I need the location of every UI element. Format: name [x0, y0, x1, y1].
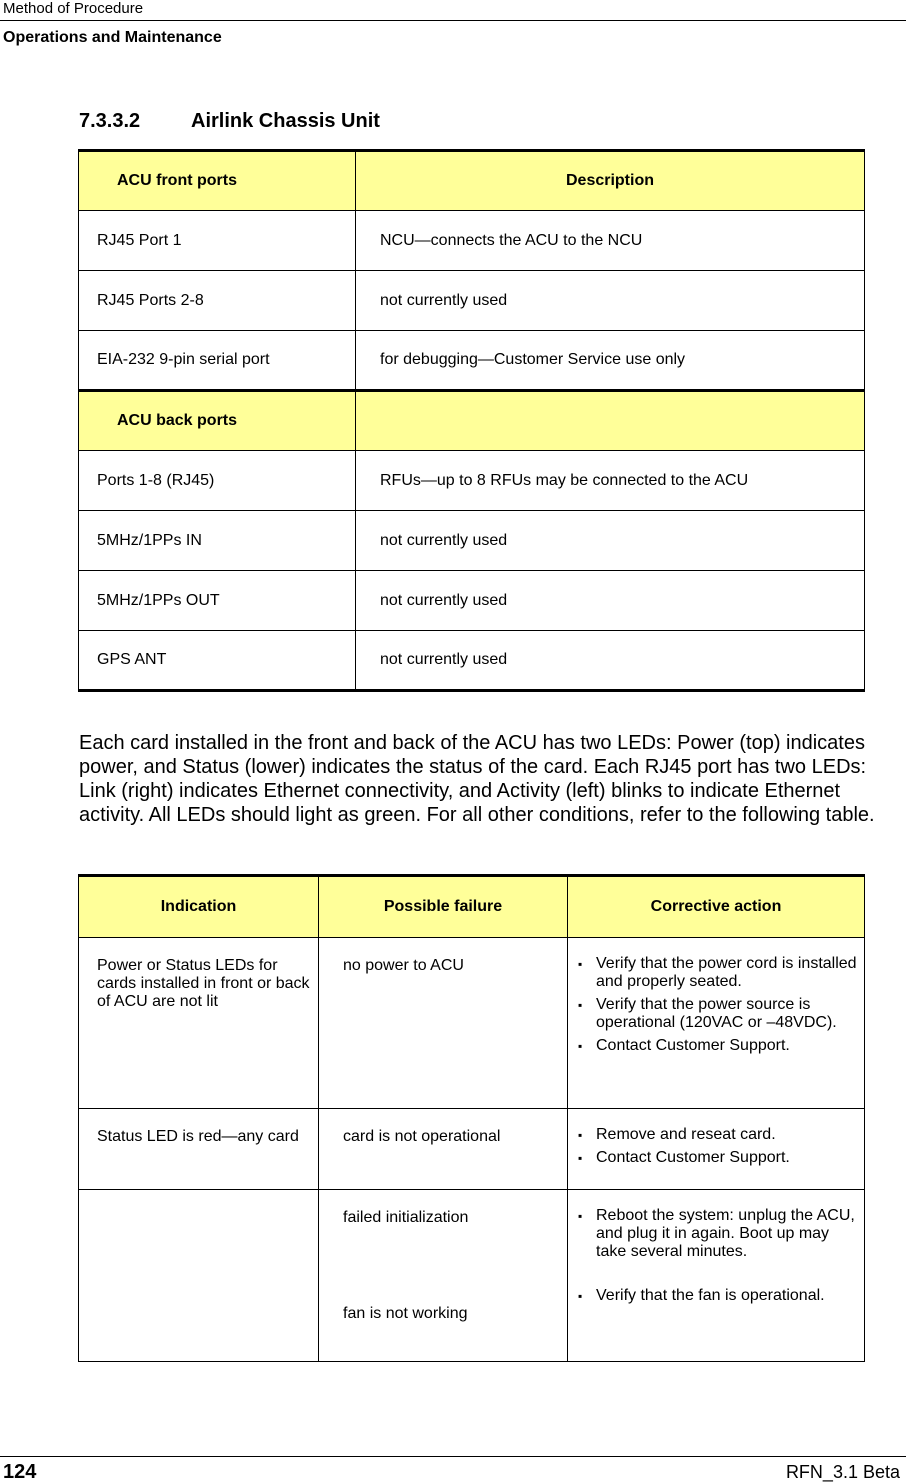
column-header: Corrective action	[568, 876, 865, 938]
table-cell: no power to ACU	[319, 938, 568, 1109]
page-number: 124	[3, 1461, 37, 1483]
table-cell: NCU—connects the ACU to the NCU	[356, 211, 865, 271]
body-paragraph: Each card installed in the front and back of the ACU has two LEDs: Power (top) indicates power, and Status (lower) indicates the status of the card. Each RJ45 port has two LEDs: Link (right) indicates Ethernet connectivity, and Activity (left) blinks to indicate Ethernet activity. All LEDs should light as green. For all other conditions, refer to the following table.	[79, 732, 875, 826]
table-row	[79, 511, 865, 571]
column-header: Possible failure	[319, 876, 568, 938]
table-cell: for debugging—Customer Service use only	[356, 331, 865, 391]
doc-title: Method of Procedure	[3, 0, 144, 17]
table-cell: EIA-232 9-pin serial port	[79, 331, 356, 391]
action-list	[576, 955, 858, 1055]
action-list	[576, 1207, 858, 1261]
list-item: ▪ Reboot the system: unplug the ACU, and plug it in again. Boot up may take several minutes.	[576, 1207, 858, 1261]
table-header-row	[79, 151, 865, 211]
section-header: Operations and Maintenance	[3, 29, 222, 46]
table-cell: not currently used	[356, 511, 865, 571]
table-cell: GPS ANT	[79, 631, 356, 691]
section-number: 7.3.3.2	[79, 110, 141, 132]
table-cell: Ports 1-8 (RJ45)	[79, 451, 356, 511]
list-item: ▪ Contact Customer Support.	[576, 1037, 858, 1055]
action-list	[576, 1287, 858, 1305]
table-row	[79, 331, 865, 391]
table-cell: RJ45 Ports 2-8	[79, 271, 356, 331]
table-cell: 5MHz/1PPs IN	[79, 511, 356, 571]
failure-text: fan is not working	[343, 1305, 468, 1322]
column-header: Indication	[79, 876, 319, 938]
table-cell: RJ45 Port 1	[79, 211, 356, 271]
table-row	[79, 211, 865, 271]
table-row	[79, 451, 865, 511]
led-table	[78, 874, 865, 1362]
table-row	[79, 938, 865, 1109]
table-row	[79, 271, 865, 331]
column-header: ACU front ports	[79, 151, 356, 211]
column-header: Description	[356, 151, 865, 211]
list-item: ▪ Contact Customer Support.	[576, 1149, 858, 1167]
table-cell: 5MHz/1PPs OUT	[79, 571, 356, 631]
column-header: ACU back ports	[79, 391, 356, 451]
failure-text: failed initialization	[343, 1209, 469, 1226]
action-list	[576, 1126, 858, 1167]
table-cell: not currently used	[356, 631, 865, 691]
table-row	[79, 571, 865, 631]
table-row	[79, 1190, 865, 1362]
section-title: Airlink Chassis Unit	[191, 110, 380, 132]
table-cell	[319, 1190, 568, 1362]
header-rule	[0, 20, 906, 21]
table-cell	[568, 1109, 865, 1190]
footer-rule	[0, 1456, 906, 1457]
doc-id: RFN_3.1 Beta	[785, 1462, 900, 1482]
table-header-row	[79, 391, 865, 451]
table-row	[79, 631, 865, 691]
table-header-row	[79, 876, 865, 938]
table-cell: not currently used	[356, 271, 865, 331]
list-item: ▪ Verify that the fan is operational.	[576, 1287, 858, 1305]
table-cell: RFUs—up to 8 RFUs may be connected to the ACU	[356, 451, 865, 511]
table-cell: Status LED is red—any card	[79, 1109, 319, 1190]
column-header	[356, 391, 865, 451]
table-cell: not currently used	[356, 571, 865, 631]
section-heading	[79, 110, 380, 133]
list-item: ▪ Verify that the power source is operational (120VAC or –48VDC).	[576, 996, 858, 1032]
list-item: ▪ Verify that the power cord is installed and properly seated.	[576, 955, 858, 991]
ports-table	[78, 149, 865, 692]
table-cell: card is not operational	[319, 1109, 568, 1190]
table-cell	[568, 1190, 865, 1362]
table-cell	[79, 1190, 319, 1362]
table-cell: Power or Status LEDs for cards installed in front or back of ACU are not lit	[79, 938, 319, 1109]
list-item: ▪ Remove and reseat card.	[576, 1126, 858, 1144]
table-row	[79, 1109, 865, 1190]
table-cell	[568, 938, 865, 1109]
